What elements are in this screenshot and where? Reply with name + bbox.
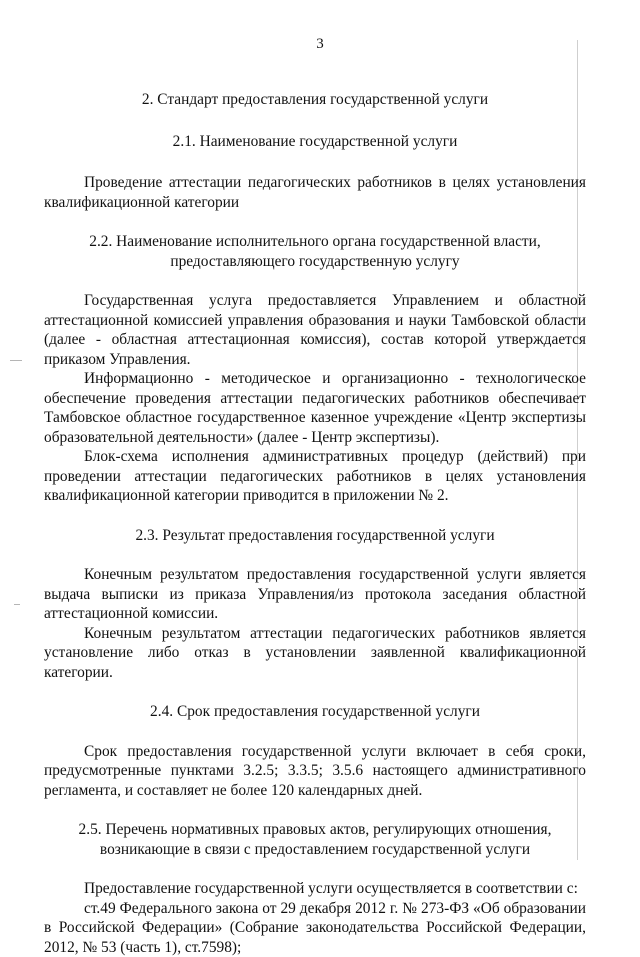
section-2-5-paragraph-2: ст.49 Федерального закона от 29 декабря 2012 г. № 273-ФЗ «Об образовании в Российской Федерации» (Собрание законодательства Российской Федерации, 2012, № 53 (часть 1), ст.7598); xyxy=(44,899,586,957)
section-2-1-text: Проведение аттестации педагогических работников в целях установления квалификационной категории xyxy=(44,173,586,212)
section-2-3-paragraph-2: Конечным результатом аттестации педагогических работников является установление либо отказ в установлении заявленной квалификационной категории. xyxy=(44,624,586,683)
section-2-2-paragraph-1: Государственная услуга предоставляется Управлением и областной аттестационной комиссией управления образования и науки Тамбовской области (далее - областная аттестационная комиссия), состав которой утверждается приказом Управления. xyxy=(44,291,586,369)
section-2-3-paragraph-1: Конечным результатом предоставления государственной услуги является выдача выписки из приказа Управления/из протокола заседания областной аттестационной комиссии. xyxy=(44,565,586,624)
section-2-5-paragraph-1: Предоставление государственной услуги осуществляется в соответствии с: xyxy=(44,879,586,899)
scan-mark xyxy=(10,360,22,361)
section-2-2-title-line1: 2.2. Наименование исполнительного органа государственной власти, xyxy=(44,232,586,252)
section-2-5-title-line2: возникающие в связи с предоставлением государственной услуги xyxy=(44,840,586,860)
section-2-2-paragraph-3: Блок-схема исполнения административных процедур (действий) при проведении аттестации педагогических работников в целях установления квалификационной категории приводится в приложении № 2. xyxy=(44,447,586,506)
section-2-2-title-line2: предоставляющего государственную услугу xyxy=(44,252,586,272)
section-2-4-title: 2.4. Срок предоставления государственной услуги xyxy=(44,702,586,722)
section-2-4-paragraph-1: Срок предоставления государственной услуги включает в себя сроки, предусмотренные пунктами 3.2.5; 3.3.5; 3.5.6 настоящего административного регламента, и составляет не более 120 календарных дней. xyxy=(44,742,586,801)
section-2-3-title: 2.3. Результат предоставления государственной услуги xyxy=(44,526,586,546)
scan-mark xyxy=(14,604,20,605)
section-2-title: 2. Стандарт предоставления государственной услуги xyxy=(44,90,586,110)
section-2-1-title: 2.1. Наименование государственной услуги xyxy=(44,132,586,152)
section-2-2-paragraph-2: Информационно - методическое и организационно - технологическое обеспечение проведения аттестации педагогических работников обеспечивает Тамбовское областное государственное казенное учреждение «Центр экспертизы образовательной деятельности» (далее - Центр экспертизы). xyxy=(44,369,586,447)
section-2-5-title-line1: 2.5. Перечень нормативных правовых актов, регулирующих отношения, xyxy=(44,820,586,840)
document-body xyxy=(44,90,586,957)
page-number: 3 xyxy=(0,36,640,53)
